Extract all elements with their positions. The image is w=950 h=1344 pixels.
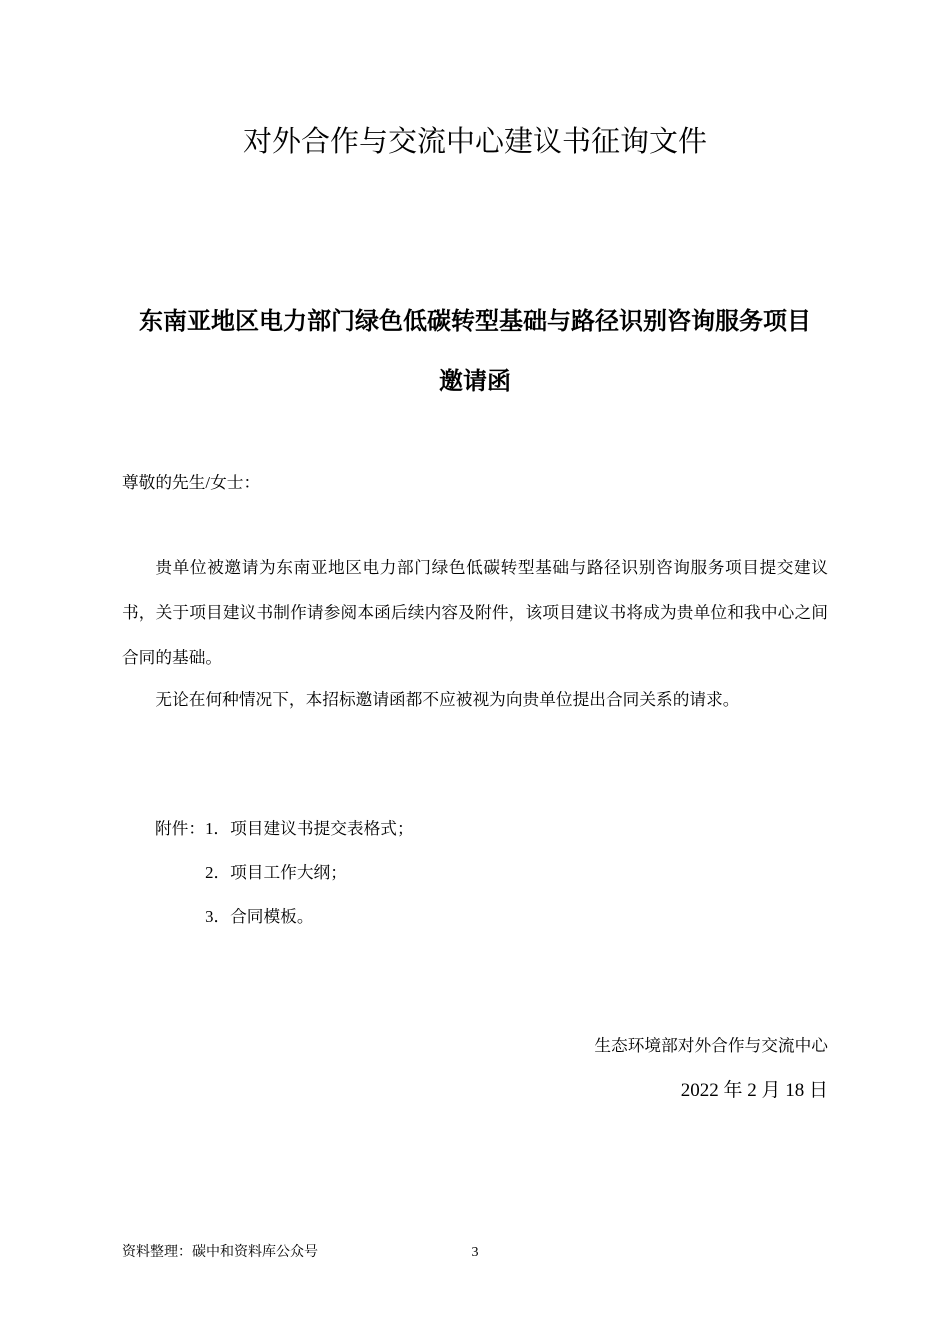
document-title: 对外合作与交流中心建议书征询文件	[242, 126, 707, 158]
attachment-item	[155, 895, 755, 939]
footer-source-note: 资料整理：碳中和资料库公众号	[122, 1245, 318, 1260]
letter-title: 邀请函	[439, 369, 511, 395]
attachments-label: 附件：	[155, 819, 206, 838]
salutation: 尊敬的先生/女士：	[122, 473, 261, 492]
attachment-item	[155, 807, 755, 851]
attachments-list	[155, 807, 755, 939]
attachment-item	[155, 851, 755, 895]
attachment-item-label: 2．项目工作大纲；	[205, 863, 347, 882]
body-paragraph-disclaimer: 无论在何种情况下，本招标邀请函都不应被视为向贵单位提出合同关系的请求。	[155, 690, 740, 709]
signature-date: 2022 年 2 月 18 日	[680, 1080, 828, 1101]
project-title: 东南亚地区电力部门绿色低碳转型基础与路径识别咨询服务项目	[139, 309, 811, 335]
page-number: 3	[471, 1245, 479, 1260]
body-paragraph-invitation: 贵单位被邀请为东南亚地区电力部门绿色低碳转型基础与路径识别咨询服务项目提交建议书，关于项目建议书制作请参阅本函后续内容及附件，该项目建议书将成为贵单位和我中心之间合同的基础。	[122, 558, 828, 667]
attachment-item-label: 3．合同模板。	[205, 907, 314, 926]
signature-organization: 生态环境部对外合作与交流中心	[594, 1036, 828, 1055]
attachment-item-label: 1．项目建议书提交表格式；	[205, 819, 414, 838]
